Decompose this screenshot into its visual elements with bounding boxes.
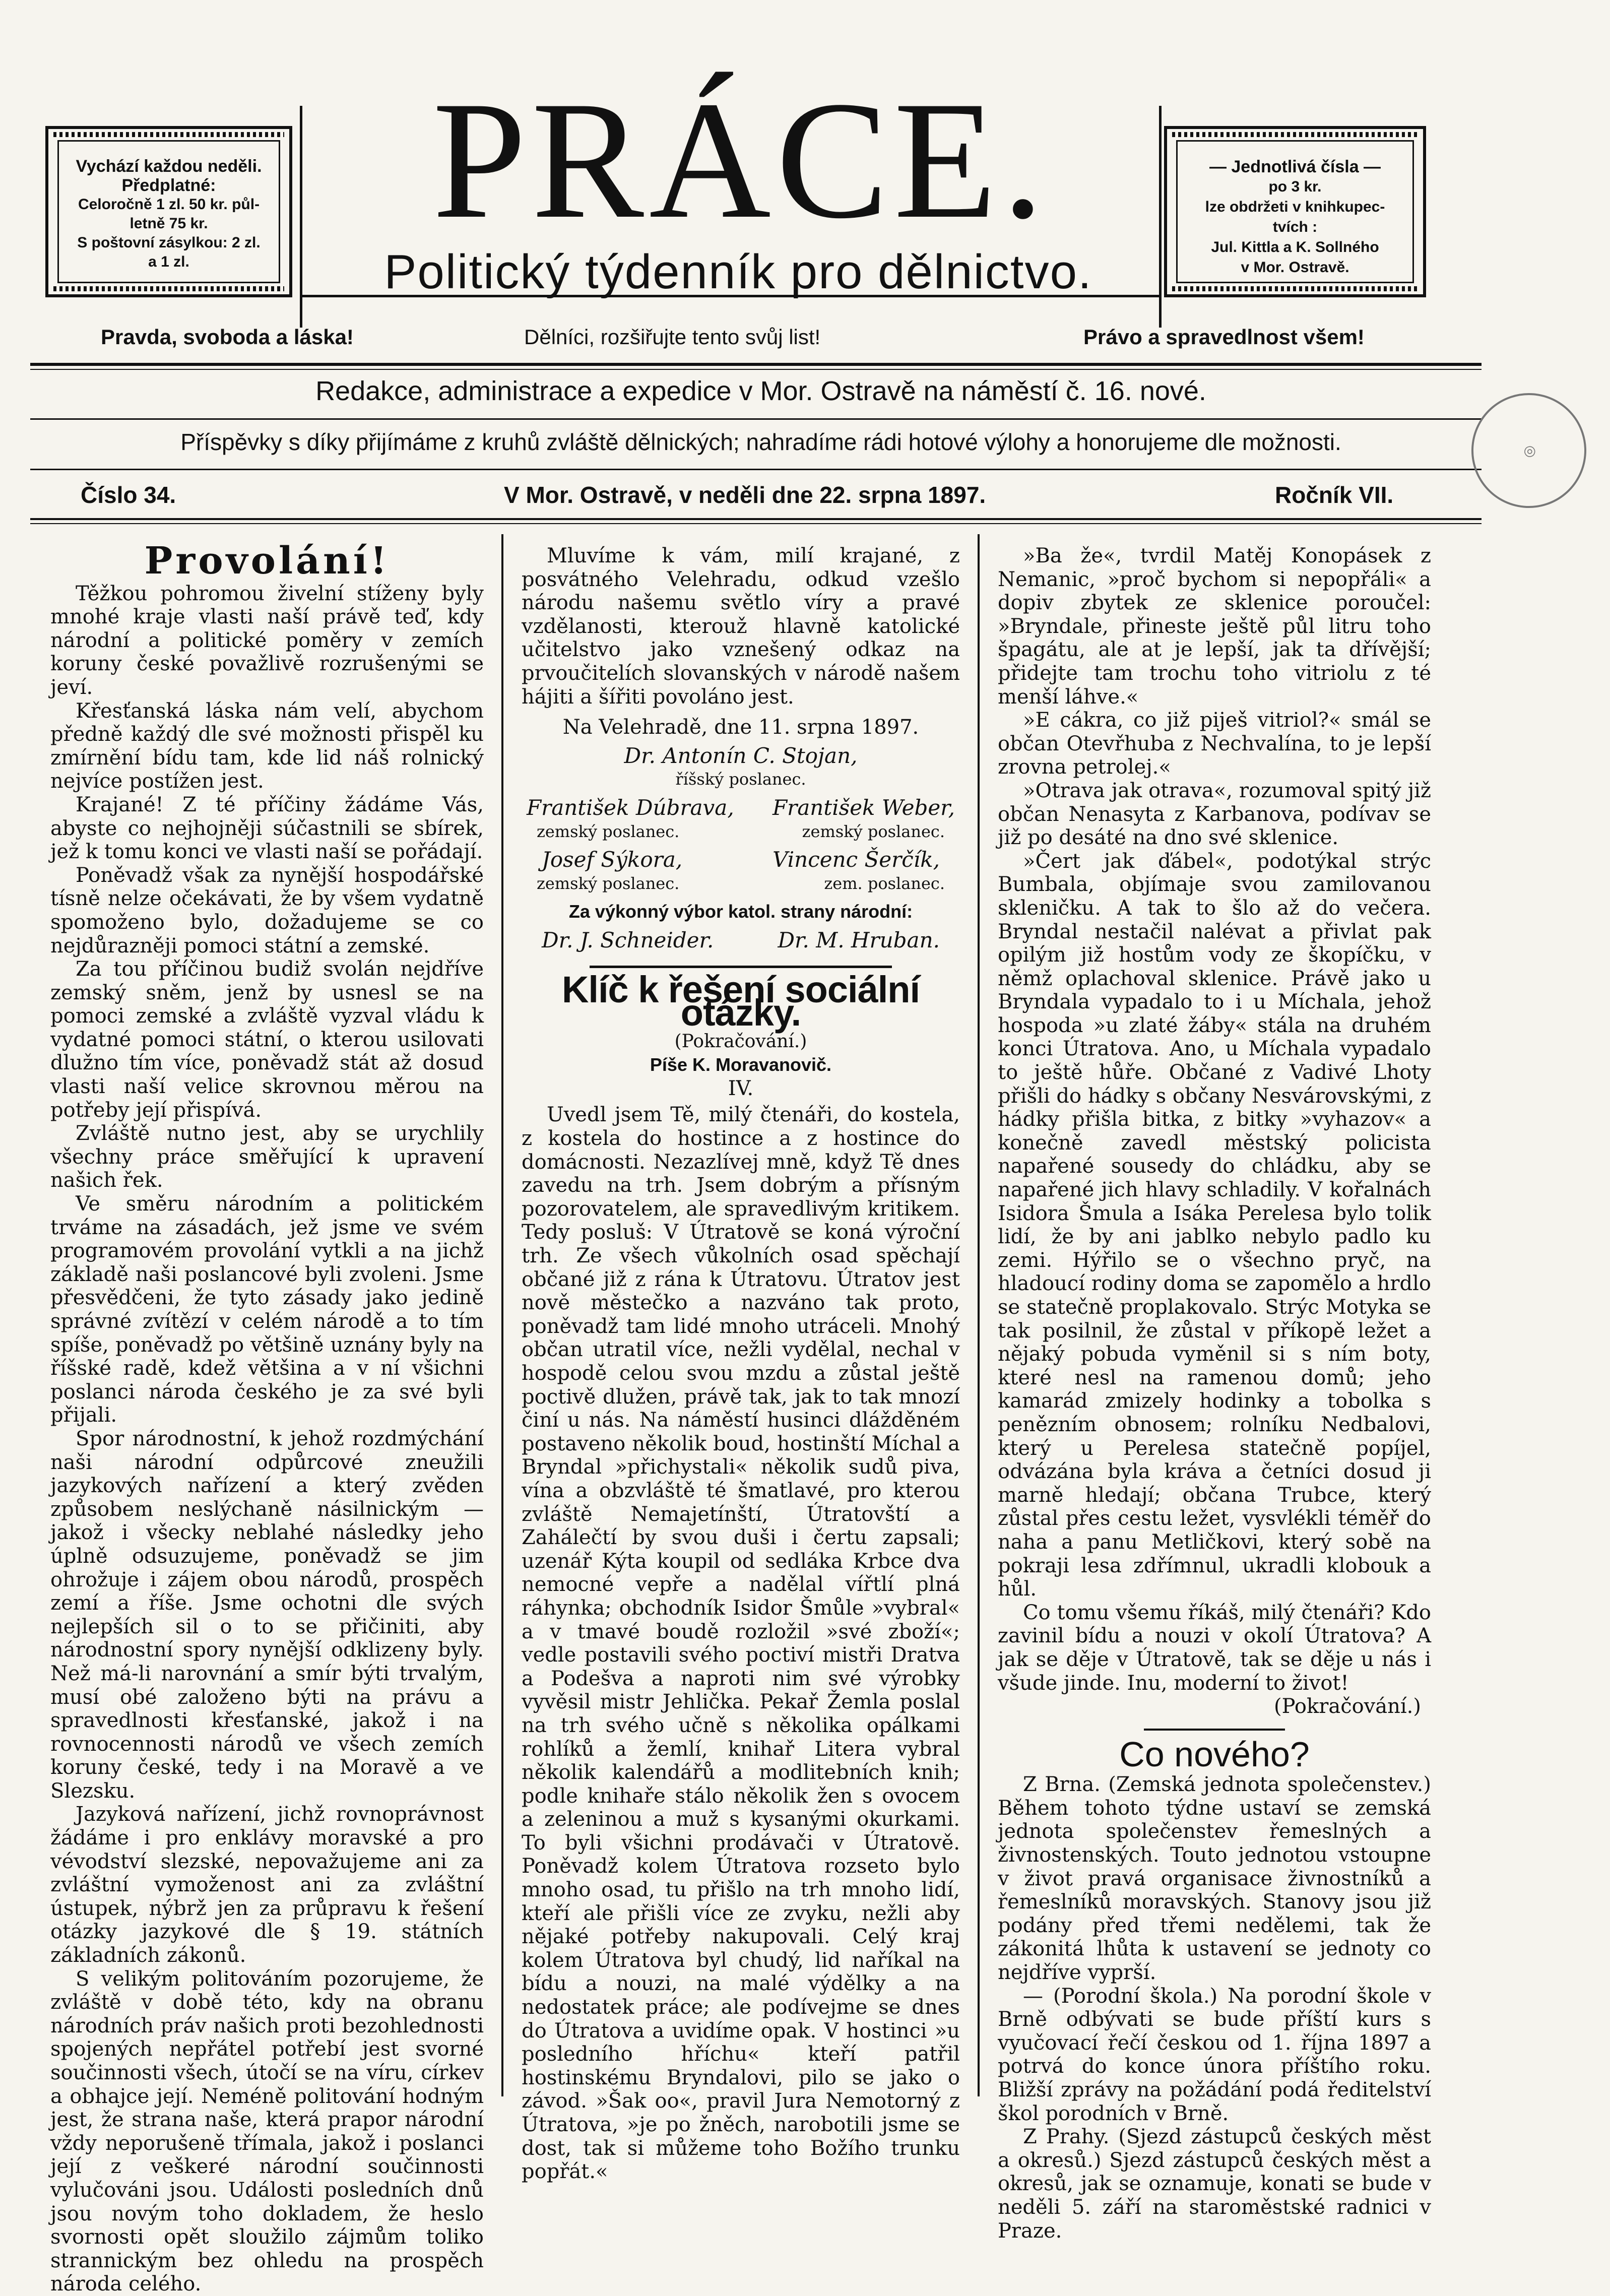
continued-note: (Pokračování.) bbox=[674, 1031, 807, 1052]
subscription-box bbox=[45, 126, 292, 297]
single-copy-box bbox=[1164, 126, 1426, 297]
box-line: a 1 zl. bbox=[148, 253, 189, 270]
news-item: Z Prahy. (Sjezd zástupců českých měst a okresů.) Sjezd zástupců českých měst a okresů, jak se oznamuje, konati se bude v neděli 5. září na staroměstské radnici v Praze. bbox=[998, 2125, 1431, 2243]
signature: František Weber, bbox=[772, 795, 955, 820]
signature: Josef Sýkora, bbox=[542, 847, 683, 872]
signature-role: zemský poslanec. bbox=[537, 821, 680, 841]
news-item: Z Brna. (Zemská jednota společenstev.) Během tohoto týdne ustaví se zemská jednota společenstev řemeslných a živnostenských. Touto jednotou vstoupne v život pravá organisace živnostníků a řemeslníků moravských. Stanovy jsou již podány před třemi nedělemi, tak že zákonitá lhůta k ustavení se jednoty co nejdříve vyprší. bbox=[998, 1773, 1431, 1985]
part-number: IV. bbox=[728, 1076, 754, 1100]
signature-role: zemský poslanec. bbox=[802, 821, 945, 841]
volume: Ročník VII. bbox=[1275, 482, 1394, 508]
motto-center: Dělníci, rozšiřujte tento svůj list! bbox=[524, 325, 821, 349]
paragraph: Za tou příčinou budiž svolán nejdříve zemský sněm, jenž by usnesl se na pomoci zemské a zvláště vyzval vládu k vydatné pomoci státní, o kterou usilovati dlužno tím více, poněvadž stát až dosud vlasti naší velice skrovnou měrou na potřeby její přispívá. bbox=[50, 958, 484, 1122]
column-1 bbox=[50, 539, 484, 2296]
paragraph: Zvláště nutno jest, aby se urychlily všechny práce směřující k upravení našich řek. bbox=[50, 1122, 484, 1192]
contributions-line: Příspěvky s díky přijímáme z kruhů zvláště dělnických; nahradíme rádi hotové výlohy a honorujeme dle možnosti. bbox=[180, 429, 1341, 455]
paragraph: »Otrava jak otrava«, rozumoval spitý již občan Nenasyta z Karbanova, podívav se již po desáté na dno své sklenice. bbox=[998, 779, 1431, 850]
place-date-line: Na Velehradě, dne 11. srpna 1897. bbox=[562, 716, 919, 739]
paragraph: Krajané! Z té příčiny žádáme Vás, abyste co nejhojněji súčastnili se sbírek, jež k tomu konci ve vlasti naší se pořádají. bbox=[50, 793, 484, 864]
signature: František Dúbrava, bbox=[527, 795, 734, 820]
news-item: — (Porodní škola.) Na porodní škole v Brně odbývati se bude příští kurs s vyučovací řečí českou od 1. října 1897 a potrvá do konce února příštího roku. Bližší zprávy na požádání podá ředitelství škol porodních v Brně. bbox=[998, 1984, 1431, 2125]
article-heading: Provolání! bbox=[144, 539, 390, 583]
signature-role: říšský poslanec. bbox=[675, 770, 806, 789]
paragraph: Uvedl jsem Tě, milý čtenáři, do kostela, z kostela do hostince a z hostince do domácnosti. Nezazlívej mně, když Tě dnes zavedu na trh. Jsem dobrým a přísným pozorovatelem, ale spravedlivým kritikem. Tedy posluš: V Útratově se koná výroční trh. Ze všech vůkolních osad spěchají občané již z rána k Útratovu. Útratov jest nově městečko a nazváno tak proto, poněvadž tam lidé mnoho utráceli. Mnohý občan utratil více, nežli vydělal, nechal v hospodě celou svou mzdu a zůstal ještě poctivě dlužen, právě tak, jak to tak mnozí činí u nás. Na náměstí husinci dlážděném postaveno několik boud, hostinští Míchal a Bryndal »přichystali« několik sudů piva, vína a obzvláště té šmatlavé, pro kterou zvláště Nemajetínští, Útratovští a Zahálečtí by svou duši i čertu zapsali; uzenář Kýta koupil od sedláka Krbce dva nemocné vepře a nadělal vířtlí plná ráhynka; obchodník Isidor Šmůle »vybral« a v tmavé boudě rozložil »své zboží«; vedle postavili svého poctiví mistři Dratva a Podešva a naproti nim své výrobky vyvěsil mistr Jehlička. Pekař Žemla poslal na trh svého učně s několika opálkami rohlíků a žemlí, knihař Litera vybral několik kalendářů a modlitebních knih; podle knihaře stálo několik žen s ovocem a zeleninou a muž s kysanými okurkami. To byli všichni prodávači v Útratově. Poněvadž kolem Útratova rozseto bylo mnoho osad, tu přišlo na trh mnoho lidí, kteří ale přišli více ze zvyku, nežli aby nějaké potřeby nakupovali. Celý kraj kolem Útratova byl chudý, lid naříkal na bídu a nouzi, na malé výdělky a na nedostatek práce; ale podívejme se dnes do Útratova a uvidíme opak. V hostinci »u posledního hříchu« kteří patřil hostinskému Bryndalovi, pilo se jako o závod. »Šak oo«, pravil Jura Nemotorný z Útratova, »je po žněch, narobotili jsme se dost, tak si můžeme toho Božího trunku popřát.« bbox=[522, 1103, 960, 2184]
column-2 bbox=[522, 544, 960, 2184]
signature-role: zemský poslanec. bbox=[537, 873, 680, 893]
signature-role: zem. poslanec. bbox=[824, 873, 945, 893]
place-date: V Mor. Ostravě, v neděli dne 22. srpna 1897. bbox=[504, 482, 986, 508]
box-line: Vychází každou neděli. bbox=[76, 157, 262, 176]
box-line: — Jednotlivá čísla — bbox=[1209, 157, 1381, 176]
box-line: v Mor. Ostravě. bbox=[1241, 259, 1349, 276]
signature: Dr. M. Hruban. bbox=[778, 927, 940, 952]
signature: Vincenc Šerčík, bbox=[772, 847, 940, 872]
continued-note: (Pokračování.) bbox=[1274, 1695, 1421, 1718]
paragraph: Co tomu všemu říkáš, milý čtenáři? Kdo zavinil bídu a nouzi v okolí Útratova? A jak se děje v Útratově, tak se děje u nás i všude jinde. Inu, moderní to život! bbox=[998, 1601, 1431, 1695]
paragraph: »Ba že«, tvrdil Matěj Konopásek z Nemanic, »proč bychom si nepopřáli« a dopiv zbytek ze sklenice poroučel: »Bryndale, přineste ještě půl litru toho špagátu, ale at je lepší, jak ta dřívější; přidejte tam trochu toho vitriolu z té menší láhve.« bbox=[998, 544, 1431, 709]
box-line: Celoročně 1 zl. 50 kr. půl- bbox=[78, 196, 260, 213]
box-top-border bbox=[53, 132, 284, 137]
box-line: letně 75 kr. bbox=[130, 215, 208, 232]
library-stamp: ◎ bbox=[1448, 369, 1609, 531]
author-line: Píše K. Moravanovič. bbox=[650, 1054, 832, 1075]
column-3 bbox=[998, 544, 1431, 2243]
box-line: tvích : bbox=[1272, 219, 1318, 235]
article-heading: Klíč k řešení sociální otázky. bbox=[561, 968, 920, 1034]
paragraph: Jazyková nařízení, jichž rovnoprávnost žádáme i pro enklávy moravské a pro vévodství slezské, nepovažujeme ani za zvláštní vymoženost ani za zvláštní ústupek, nýbrž jen za průpravu k řešení otázky jazykové dle § 19. státních základních zákonů. bbox=[50, 1803, 484, 1967]
box-line: Jul. Kittla a K. Sollného bbox=[1211, 239, 1379, 256]
paragraph: »E cákra, co již piješ vitriol?« smál se občan Otevřhuba z Nechvalína, to je lepší zrovna petrolej.« bbox=[998, 709, 1431, 779]
motto-right: Právo a spravedlnost všem! bbox=[1083, 325, 1365, 349]
paragraph: Ve směru národním a politickém trváme na zásadách, jež jsme ve svém programovém provolání vytkli a na jichž základě naši poslancové byli zvoleni. Jsme přesvědčeni, že tyto zásady jako jedině správné zvítězí v celém národě a to tím spíše, poněvadž po většině uznány byly na říšské radě, kdež většina a v ní všichni poslanci národa českého je za své byli přijali. bbox=[50, 1192, 484, 1427]
signature: Dr. J. Schneider. bbox=[542, 927, 714, 952]
box-line: Předplatné: bbox=[121, 176, 216, 195]
paragraph: Poněvadž však za nynější hospodářské tísně nelze očekávati, že by všem vydatně spomoženo bylo, dožadujeme se co nejdůrazněji pomoci státní a zemské. bbox=[50, 863, 484, 958]
box-line: S poštovní zásylkou: 2 zl. bbox=[77, 234, 261, 251]
masthead-title: PRÁCE. bbox=[432, 67, 1049, 253]
motto-left: Pravda, svoboda a láska! bbox=[101, 325, 354, 349]
paragraph: Křesťanská láska nám velí, abychom předně každý dle své možnosti přispěl ku zmírnění bídu tam, kde lid náš rolnický nejvíce postížen jest. bbox=[50, 699, 484, 793]
paragraph: Těžkou pohromou živelní stíženy byly mnohé kraje vlasti naší právě teď, kdy národní a politické poměry v zemích koruny české považlivě rozrušenými se jeví. bbox=[50, 582, 484, 699]
box-line: po 3 kr. bbox=[1268, 178, 1322, 195]
committee-line: Za výkonný výbor katol. strany národní: bbox=[568, 901, 913, 922]
masthead-rule-left bbox=[300, 106, 302, 328]
paragraph: Mluvíme k vám, milí krajané, z posvátného Velehradu, odkud vzešlo národu našemu světlo víry a pravé vzdělanosti, kterouž hlavně katolické učitelstvo jako vznešený odkaz na prvoučitelích slovanských v národě našem hájiti a šířiti povoláno jest. bbox=[522, 544, 960, 709]
paragraph: Spor národnostní, k jehož rozdmýchání naši národní odpůrcové zneužili jazykových nařízení a který zvěden způsobem neslýchaně násilnickým — jakož i všecky neblahé následky jeho úplně odsuzujeme, poněvadž se jim ohrožuje i zájem obou národů, prospěch zemí a říše. Jsme ochotni dle svých nejlepších sil o to se přičiniti, aby národnostní spory nynější odklizeny byly. Než má-li narovnání a smír býti trvalým, musí obé založeno býti na právu a spravedlnosti křesťanské, jakož i na rovnocennosti národů ve všech zemích koruny české, tedy i na Moravě a ve Slezsku. bbox=[50, 1427, 484, 1803]
issue-number: Číslo 34. bbox=[81, 482, 176, 508]
masthead-rule-right bbox=[1159, 106, 1162, 328]
masthead-subtitle: Politický týdenník pro dělnictvo. bbox=[384, 245, 1092, 299]
paragraph: S velikým politováním pozorujeme, že zvláště v době této, kdy na obranu národních práv našich proti bezohlednosti spojených nepřátel potřebí jest svorné součinnosti všech, útočí se na víru, církev a obhajce její. Neméně politování hodným jest, že strana naše, která prapor národní vždy neporušeně třímala, jakož i poslanci její z veškeré národní součinnosti vylučováni jsou. Události posledních dnů jsou novým toho dokladem, že heslo svornosti opět sloužilo zájmům toliko strannickým bez ohledu na prospěch národa celého. bbox=[50, 1967, 484, 2296]
section-heading: Co nového? bbox=[1119, 1734, 1310, 1774]
paragraph: »Čert jak ďábel«, podotýkal strýc Bumbala, objímaje svou zamilovanou skleničku. A tak to šlo až do večera. Bryndal nestačil nalévat a přivlat pak opilým již hostům vody ze škopíčku, v němž oplachoval sklenice. Právě jako u Bryndala vypadalo to i u Míchala, jehož hospoda »u zlaté žáby« stála na druhém konci Útratova. Ano, u Míchala vypadalo to ještě hůře. Občané z Vadivé Lhoty přišli do hádky s občany Nesvárovskými, z hádky přišla bitka, z bitky »vyhazov« a konečně zavedl městský policista napařené sousedy do chládku, aby se napařené jich hlavy schladily. V kořalnách Isidora Šmula a Isáka Perelesa bylo tolik lidí, že by ani jablko nebylo padlo ku zemi. Hýřilo se o všechno pryč, na hladoucí rodiny doma se zapomělo a hrdlo se statečně proplakovalo. Strýc Motyka se tak posilnil, že zůstal v příkopě ležet a nějaký pobuda vyměnil si s ním boty, které nesl na ramenou domů; jeho kamarád zmizely hodinky a tobolka s penězním obnosem; rolníku Nedbalovi, který u Perelesa statečně popíjel, odvázána byla kráva a četníci dosud ji marně hledají; občana Trubce, který zůstal přes cestu ležet, vysvlékli téměř do naha a panu Metličkovi, který sobě na pokraji lesa zdřímnul, ukradli klobouk a hůl. bbox=[998, 849, 1431, 1601]
box-line: lze obdržeti v knihkupec- bbox=[1205, 199, 1385, 215]
address-line: Redakce, administrace a expedice v Mor. Ostravě na náměstí č. 16. nové. bbox=[315, 376, 1206, 406]
signature: Dr. Antonín C. Stojan, bbox=[624, 743, 858, 768]
